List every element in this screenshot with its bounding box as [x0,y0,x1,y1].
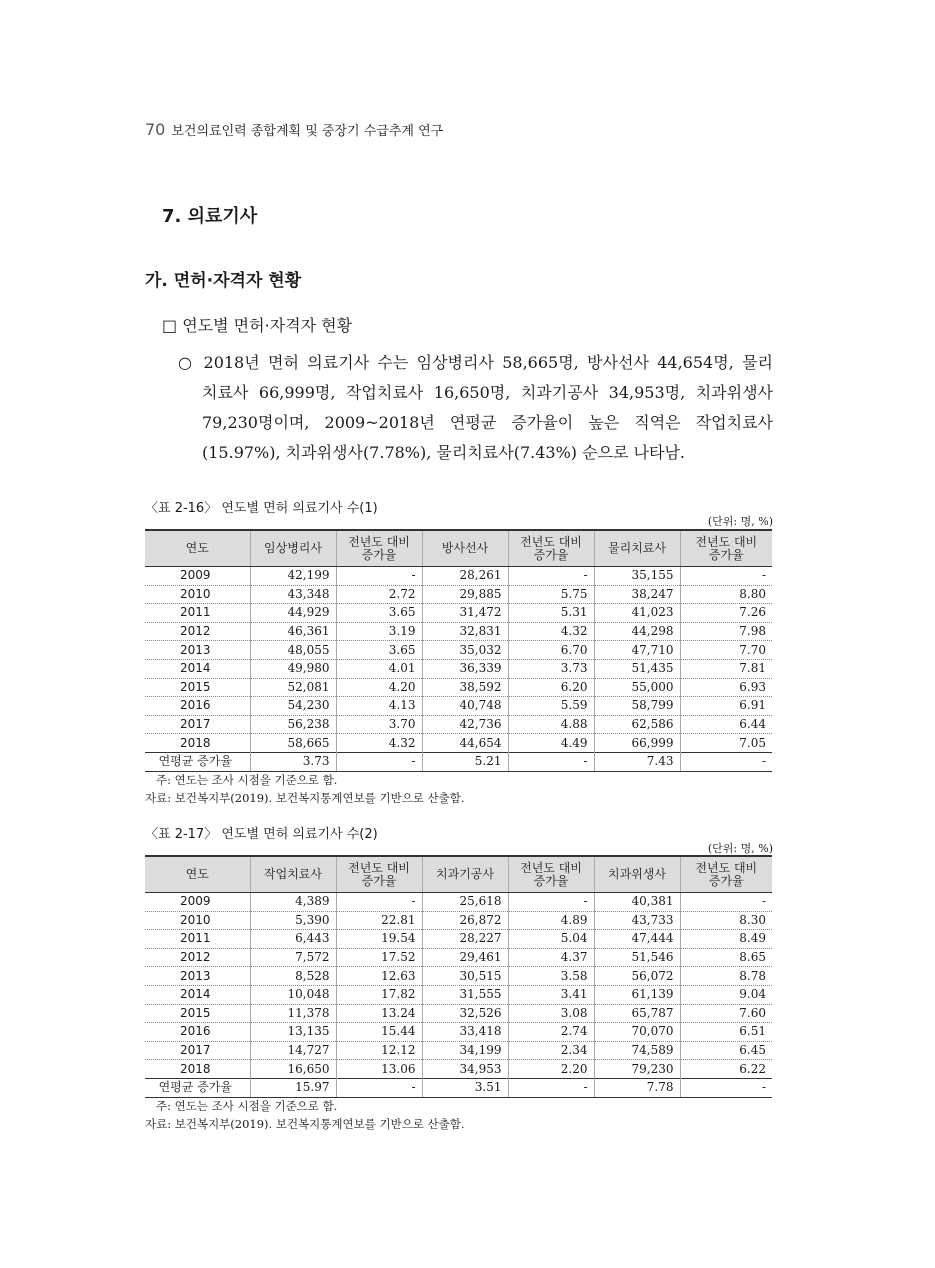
table-cell: 3.70 [336,715,422,734]
table1-caption: 〈표 2-16〉 연도별 면허 의료기사 수(1) [145,501,378,516]
table-cell: 3.65 [336,604,422,623]
table-cell: - [336,1078,422,1097]
table-cell: 31,472 [422,604,508,623]
column-header: 전년도 대비 증가율 [508,530,594,567]
table-cell: 11,378 [250,1004,336,1023]
table-cell: 2010 [145,911,250,930]
subsection-title: 가. 면허·자격자 현황 [145,271,302,291]
table-cell: 7.78 [594,1078,680,1097]
table-cell: 4.01 [336,659,422,678]
table1 [145,529,772,772]
table-cell: 40,748 [422,697,508,716]
average-row [145,1078,772,1097]
table-cell: 2014 [145,659,250,678]
table-cell: 14,727 [250,1041,336,1060]
table-row [145,697,772,716]
table-cell: 2009 [145,567,250,586]
table-cell: 30,515 [422,967,508,986]
table-cell: 5,390 [250,911,336,930]
table-cell: 연평균 증가율 [145,752,250,771]
table-cell: 7.43 [594,752,680,771]
table-cell: 56,238 [250,715,336,734]
table-cell: 19.54 [336,930,422,949]
table-cell: 3.73 [508,659,594,678]
table-cell: 7.60 [680,1004,772,1023]
table-cell: 32,831 [422,622,508,641]
table-cell: 22.81 [336,911,422,930]
table-cell: 43,348 [250,585,336,604]
table-cell: 2017 [145,1041,250,1060]
average-row [145,752,772,771]
table-cell: 17.82 [336,985,422,1004]
table-cell: 52,081 [250,678,336,697]
table-row [145,567,772,586]
table-cell: - [508,752,594,771]
table-cell: 2.20 [508,1060,594,1079]
table-cell: 4.89 [508,911,594,930]
table-cell: - [336,567,422,586]
table-cell: 6.22 [680,1060,772,1079]
table-cell: 4.32 [508,622,594,641]
column-header: 치과기공사 [422,856,508,893]
table-cell: 25,618 [422,893,508,912]
table-cell: 2013 [145,967,250,986]
table-cell: 8.78 [680,967,772,986]
table-cell: 31,555 [422,985,508,1004]
table-cell: 6.70 [508,641,594,660]
table-cell: 41,023 [594,604,680,623]
column-header: 연도 [145,530,250,567]
table-cell: 35,155 [594,567,680,586]
table-cell: 2009 [145,893,250,912]
table-cell: 연평균 증가율 [145,1078,250,1097]
table-cell: 26,872 [422,911,508,930]
column-header: 전년도 대비 증가율 [508,856,594,893]
table-cell: 36,339 [422,659,508,678]
table-cell: 7.70 [680,641,772,660]
paragraph-line: 치료사 66,999명, 작업치료사 16,650명, 치과기공사 34,953명, 치과위생사 [202,383,773,402]
table-cell: 3.73 [250,752,336,771]
table1-unit: (단위: 명, %) [707,515,773,528]
table-cell: - [680,1078,772,1097]
table-cell: 70,070 [594,1023,680,1042]
table-cell: 62,586 [594,715,680,734]
table-cell: 2014 [145,985,250,1004]
table-cell: 7.26 [680,604,772,623]
table2-caption: 〈표 2-17〉 연도별 면허 의료기사 수(2) [145,827,378,842]
table1-note: 주: 연도는 조사 시점을 기준으로 함. [156,773,338,787]
table-cell: 13.06 [336,1060,422,1079]
table-cell: - [680,752,772,771]
table-cell: 44,298 [594,622,680,641]
table-cell: 12.63 [336,967,422,986]
table-cell: 61,139 [594,985,680,1004]
table-cell: 51,546 [594,948,680,967]
table-cell: 2011 [145,604,250,623]
column-header: 방사선사 [422,530,508,567]
table-cell: 3.65 [336,641,422,660]
column-header: 임상병리사 [250,530,336,567]
table-cell: 2018 [145,734,250,753]
table-cell: 29,461 [422,948,508,967]
table-row [145,948,772,967]
table2-note: 주: 연도는 조사 시점을 기준으로 함. [156,1099,338,1113]
table2-source: 자료: 보건복지부(2019). 보건복지통계연보를 기반으로 산출함. [145,1117,465,1131]
table-row [145,930,772,949]
table-cell: 65,787 [594,1004,680,1023]
table-cell: 40,381 [594,893,680,912]
table-cell: - [336,893,422,912]
running-title: 보건의료인력 종합계획 및 중장기 수급추계 연구 [171,124,444,139]
table-cell: 4.88 [508,715,594,734]
table-row [145,715,772,734]
table-cell: - [336,752,422,771]
table-cell: 58,799 [594,697,680,716]
table-cell: - [508,1078,594,1097]
table-cell: 2.34 [508,1041,594,1060]
table-cell: 7.05 [680,734,772,753]
column-header: 전년도 대비 증가율 [680,856,772,893]
table-cell: 6.45 [680,1041,772,1060]
table-cell: - [680,567,772,586]
table-row [145,678,772,697]
table-cell: 38,592 [422,678,508,697]
paragraph-line: (15.97%), 치과위생사(7.78%), 물리치료사(7.43%) 순으로 나타남. [202,443,686,462]
table-row [145,659,772,678]
table-cell: 74,589 [594,1041,680,1060]
table-row [145,985,772,1004]
table-cell: 17.52 [336,948,422,967]
table-row [145,734,772,753]
table-cell: 3.08 [508,1004,594,1023]
table-cell: 44,929 [250,604,336,623]
table-cell: 13.24 [336,1004,422,1023]
table-cell: 66,999 [594,734,680,753]
column-header: 물리치료사 [594,530,680,567]
column-header: 연도 [145,856,250,893]
table-header-row [145,856,772,893]
table-cell: 3.41 [508,985,594,1004]
table-cell: 54,230 [250,697,336,716]
table-cell: 38,247 [594,585,680,604]
table-cell: 4.49 [508,734,594,753]
table-row [145,893,772,912]
table-cell: 3.19 [336,622,422,641]
table-cell: 35,032 [422,641,508,660]
table-cell: 5.59 [508,697,594,716]
column-header: 전년도 대비 증가율 [336,530,422,567]
table-cell: 2010 [145,585,250,604]
table-cell: 8.30 [680,911,772,930]
table-cell: 4.32 [336,734,422,753]
table-cell: 5.21 [422,752,508,771]
table-cell: 2015 [145,678,250,697]
paragraph-line: 79,230명이며, 2009~2018년 연평균 증가율이 높은 직역은 작업치료사 [202,413,773,432]
table-cell: 46,361 [250,622,336,641]
table-cell: 2016 [145,697,250,716]
table-cell: 5.31 [508,604,594,623]
table-cell: 2012 [145,948,250,967]
table-cell: 2018 [145,1060,250,1079]
column-header: 치과위생사 [594,856,680,893]
table-cell: - [680,893,772,912]
table-cell: 28,227 [422,930,508,949]
table-row [145,622,772,641]
table-row [145,1041,772,1060]
table-cell: 58,665 [250,734,336,753]
table-cell: 34,199 [422,1041,508,1060]
table-cell: 2015 [145,1004,250,1023]
table-cell: 8.65 [680,948,772,967]
table-row [145,1023,772,1042]
table-cell: 6.44 [680,715,772,734]
table-header-row [145,530,772,567]
table-cell: 6.51 [680,1023,772,1042]
table-cell: 2016 [145,1023,250,1042]
table-cell: 5.04 [508,930,594,949]
table-row [145,967,772,986]
table-cell: 28,261 [422,567,508,586]
table2 [145,855,772,1098]
table-cell: 4.13 [336,697,422,716]
table-cell: 12.12 [336,1041,422,1060]
table-cell: 4.20 [336,678,422,697]
table-cell: 47,444 [594,930,680,949]
paragraph-line: ○ 2018년 면허 의료기사 수는 임상병리사 58,665명, 방사선사 44,654명, 물리 [178,353,773,372]
table-cell: 7.98 [680,622,772,641]
table1-source: 자료: 보건복지부(2019). 보건복지통계연보를 기반으로 산출함. [145,791,465,805]
table-cell: 13,135 [250,1023,336,1042]
section-title: 7. 의료기사 [162,206,258,227]
table-cell: - [508,567,594,586]
table-cell: 2.74 [508,1023,594,1042]
table-cell: 8.80 [680,585,772,604]
table-cell: 8,528 [250,967,336,986]
table-cell: 2012 [145,622,250,641]
table-row [145,641,772,660]
table-cell: 49,980 [250,659,336,678]
table-cell: 51,435 [594,659,680,678]
table-cell: 2013 [145,641,250,660]
table-cell: 7.81 [680,659,772,678]
table2-unit: (단위: 명, %) [707,842,773,855]
table-row [145,1060,772,1079]
table-cell: 29,885 [422,585,508,604]
table-cell: 44,654 [422,734,508,753]
table-cell: 4,389 [250,893,336,912]
table-cell: 8.49 [680,930,772,949]
table-cell: 48,055 [250,641,336,660]
page-number: 70 [145,120,166,139]
column-header: 전년도 대비 증가율 [336,856,422,893]
table-cell: 34,953 [422,1060,508,1079]
table-cell: 42,736 [422,715,508,734]
table-cell: 55,000 [594,678,680,697]
summary-paragraph [178,348,773,468]
table-cell: 16,650 [250,1060,336,1079]
table-cell: 3.51 [422,1078,508,1097]
table-cell: 6.20 [508,678,594,697]
table-cell: 6,443 [250,930,336,949]
table-cell: 2017 [145,715,250,734]
table-cell: 15.97 [250,1078,336,1097]
column-header: 전년도 대비 증가율 [680,530,772,567]
table-cell: - [508,893,594,912]
table-cell: 6.93 [680,678,772,697]
table-row [145,1004,772,1023]
table-row [145,585,772,604]
table-cell: 6.91 [680,697,772,716]
table-cell: 47,710 [594,641,680,660]
table-cell: 56,072 [594,967,680,986]
table-cell: 79,230 [594,1060,680,1079]
table-cell: 42,199 [250,567,336,586]
table-cell: 2.72 [336,585,422,604]
column-header: 작업치료사 [250,856,336,893]
table-cell: 15.44 [336,1023,422,1042]
running-header [145,120,443,139]
table-cell: 5.75 [508,585,594,604]
table-cell: 2011 [145,930,250,949]
table-cell: 32,526 [422,1004,508,1023]
table-cell: 33,418 [422,1023,508,1042]
table-cell: 43,733 [594,911,680,930]
table-cell: 7,572 [250,948,336,967]
table-cell: 3.58 [508,967,594,986]
bullet-heading: □ 연도별 면허·자격자 현황 [162,316,353,335]
table-row [145,911,772,930]
table-row [145,604,772,623]
table-cell: 10,048 [250,985,336,1004]
table-cell: 4.37 [508,948,594,967]
table-cell: 9.04 [680,985,772,1004]
